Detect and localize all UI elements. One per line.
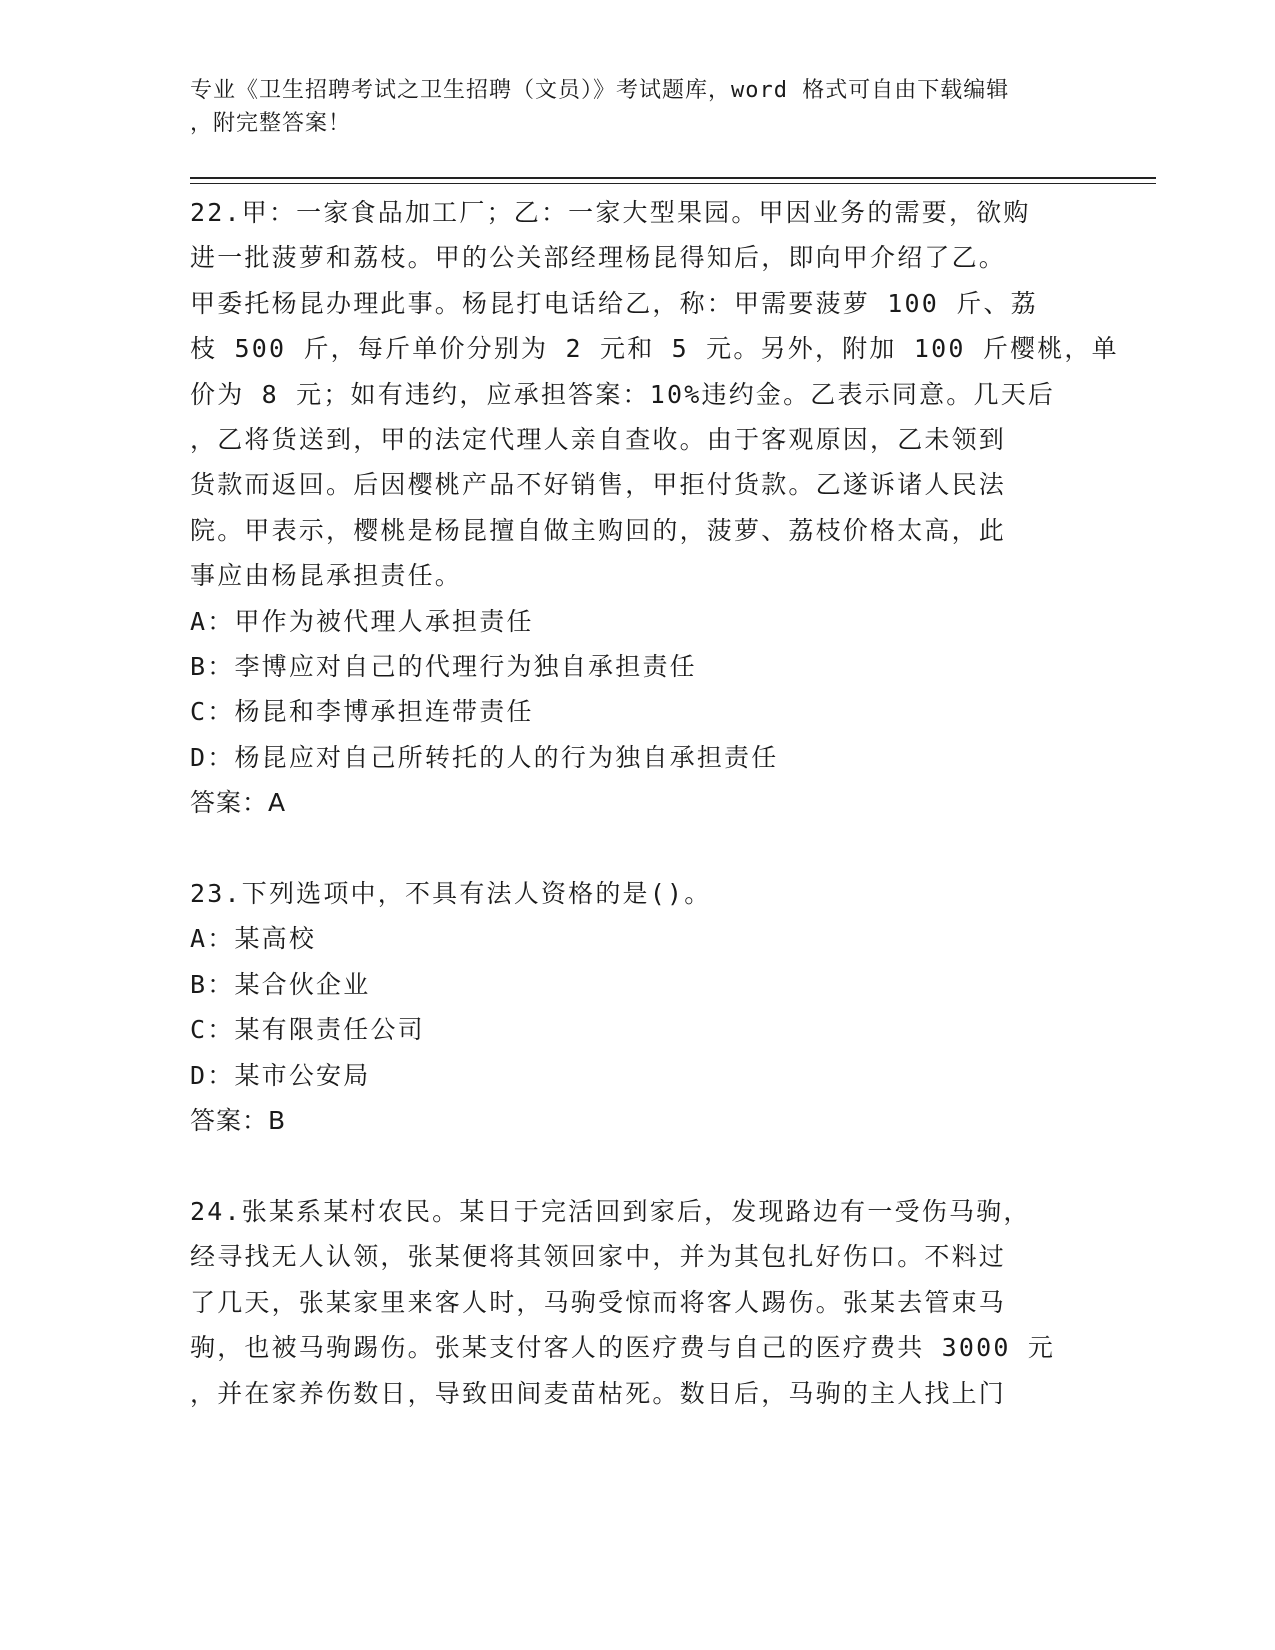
question-24 xyxy=(190,1189,1090,1416)
header-divider-thick xyxy=(190,177,1156,179)
question-text-line: 甲委托杨昆办理此事。杨昆打电话给乙，称：甲需要菠萝 100 斤、荔 xyxy=(190,288,1038,318)
option-b: B：李博应对自己的代理行为独自承担责任 xyxy=(190,652,697,682)
question-text-line: 枝 500 斤，每斤单价分别为 2 元和 5 元。另外，附加 100 斤樱桃，单 xyxy=(190,334,1119,364)
option-c: C：杨昆和李博承担连带责任 xyxy=(190,697,534,727)
spacer xyxy=(190,1144,1090,1189)
question-text-line: 事应由杨昆承担责任。 xyxy=(190,561,463,591)
answer-label: 答案：B xyxy=(190,1106,287,1136)
question-text-line: ，乙将货送到，甲的法定代理人亲自查收。由于客观原因，乙未领到 xyxy=(190,425,1007,455)
header-line-2: ，附完整答案！ xyxy=(190,111,352,136)
question-text-line: 经寻找无人认领，张某便将其领回家中，并为其包扎好伤口。不料过 xyxy=(190,1242,1007,1272)
question-text-line: 驹，也被马驹踢伤。张某支付客人的医疗费与自己的医疗费共 3000 元 xyxy=(190,1333,1056,1363)
option-a: A：某高校 xyxy=(190,924,317,954)
answer-label: 答案：A xyxy=(190,788,287,818)
question-text-line: 货款而返回。后因樱桃产品不好销售，甲拒付货款。乙遂诉诸人民法 xyxy=(190,470,1007,500)
question-text-line: ，并在家养伤数日，导致田间麦苗枯死。数日后，马驹的主人找上门 xyxy=(190,1378,1007,1408)
question-list xyxy=(190,190,1119,1416)
question-22 xyxy=(190,190,1119,826)
question-23 xyxy=(190,871,1090,1143)
header-divider-thin xyxy=(190,183,1156,184)
question-text-line: 进一批菠萝和荔枝。甲的公关部经理杨昆得知后，即向甲介绍了乙。 xyxy=(190,243,1007,273)
header-line-1: 专业《卫生招聘考试之卫生招聘（文员）》考试题库，word 格式可自由下载编辑 xyxy=(190,78,1010,103)
question-text-line: 了几天，张某家里来客人时，马驹受惊而将客人踢伤。张某去管束马 xyxy=(190,1287,1007,1317)
option-c: C：某有限责任公司 xyxy=(190,1015,425,1045)
question-text-line: 23.下列选项中，不具有法人资格的是()。 xyxy=(190,879,712,909)
spacer xyxy=(190,826,1090,871)
document-header xyxy=(190,74,1070,140)
option-b: B：某合伙企业 xyxy=(190,969,371,999)
option-d: D：杨昆应对自己所转托的人的行为独自承担责任 xyxy=(190,742,779,772)
option-d: D：某市公安局 xyxy=(190,1060,371,1090)
question-text-line: 22.甲：一家食品加工厂；乙：一家大型果园。甲因业务的需要，欲购 xyxy=(190,198,1031,227)
question-text-line: 院。甲表示，樱桃是杨昆擅自做主购回的，菠萝、荔枝价格太高，此 xyxy=(190,515,1007,545)
question-text-line: 24.张某系某村农民。某日于完活回到家后，发现路边有一受伤马驹， xyxy=(190,1196,1031,1226)
question-text-line: 价为 8 元；如有违约，应承担答案：10%违约金。乙表示同意。几天后 xyxy=(190,379,1056,409)
option-a: A：甲作为被代理人承担责任 xyxy=(190,606,534,636)
